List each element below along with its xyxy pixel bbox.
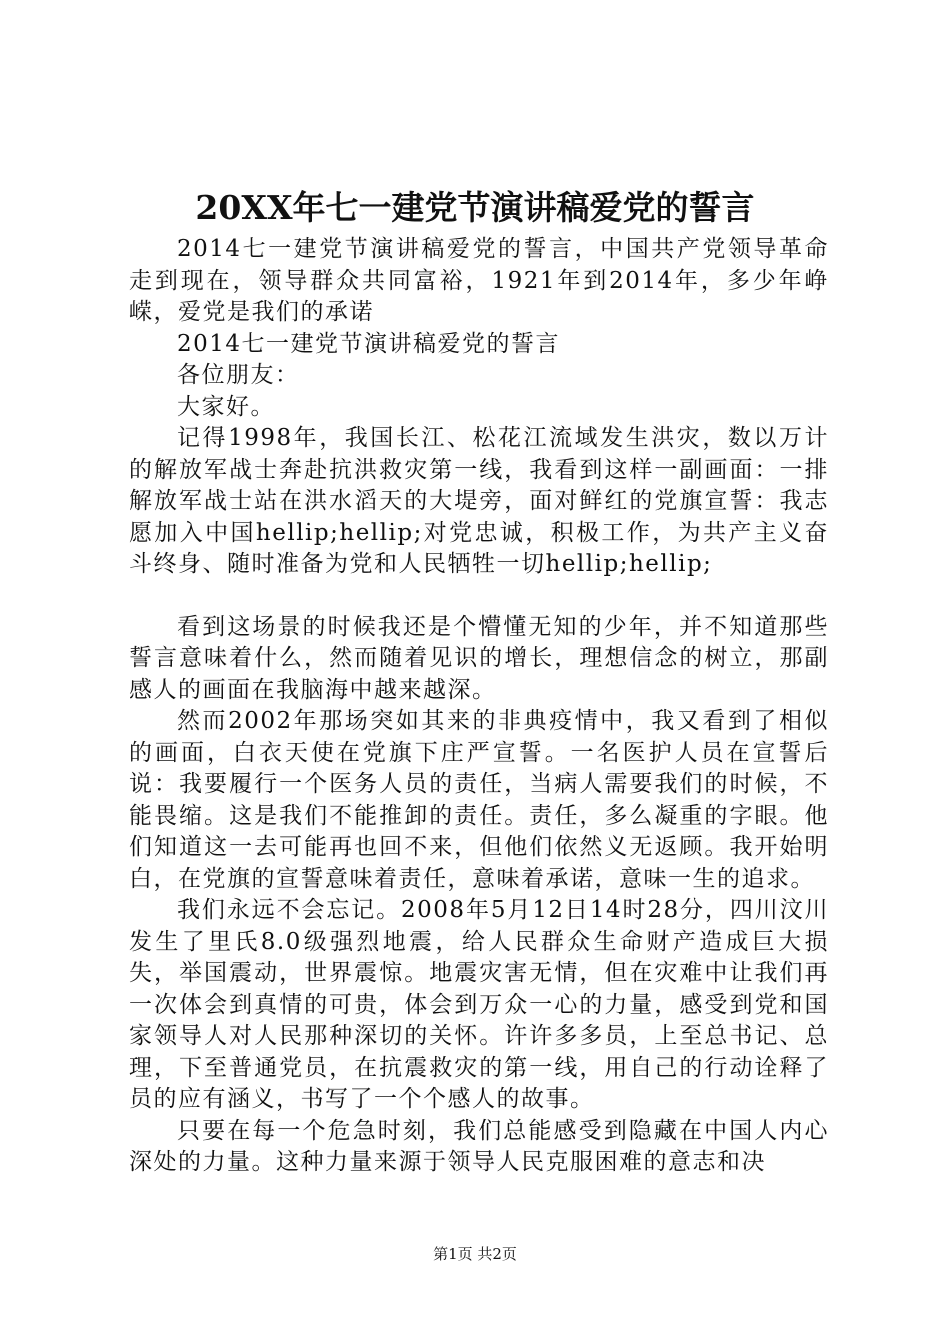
paragraph-greeting: 大家好。: [177, 393, 275, 420]
document-title: 20XX年七一建党节演讲稿爱党的誓言: [195, 188, 755, 227]
paragraph-salutation: 各位朋友：: [177, 362, 300, 388]
paragraph-childhood: 看到这场景的时候我还是个懵懂无知的少年，并不知道那些誓言意味着什么，然而随着见识的增长，理想信念的树立，那副感人的画面在我脑海中越来越深。: [129, 613, 829, 703]
page-indicator: 第1页 共2页: [433, 1245, 517, 1263]
paragraph-heading: 2014七一建党节演讲稿爱党的誓言: [177, 330, 561, 357]
paragraph-intro: 2014七一建党节演讲稿爱党的誓言，中国共产党领导革命走到现在，领导群众共同富裕，1921年到2014年，多少年峥嵘，爱党是我们的承诺: [129, 236, 829, 325]
paragraph-1998-flood: 记得1998年，我国长江、松花江流域发生洪灾，数以万计的解放军战士奔赴抗洪救灾第一线，我看到这样一副画面：一排解放军战士站在洪水滔天的大堤旁，面对鲜红的党旗宣誓：我志愿加入中国hellip;hellip;对党忠诚，积极工作，为共产主义奋斗终身、随时准备为党和人民牺牲一切hellip;hellip;: [129, 425, 829, 577]
paragraph-2002-sars: 然而2002年那场突如其来的非典疫情中，我又看到了相似的画面，白衣天使在党旗下庄严宣誓。一名医护人员在宣誓后说：我要履行一个医务人员的责任，当病人需要我们的时候，不能畏缩。这是我们不能推卸的责任。责任，多么凝重的字眼。他们知道这一去可能再也回不来，但他们依然义无返顾。我开始明白，在党旗的宣誓意味着责任，意味着承诺，意味一生的追求。: [129, 708, 829, 892]
paragraph-strength: 只要在每一个危急时刻，我们总能感受到隐藏在中国人内心深处的力量。这种力量来源于领导人民克服困难的意志和决: [129, 1117, 829, 1175]
paragraph-2008-earthquake: 我们永远不会忘记。2008年5月12日14时28分，四川汶川发生了里氏8.0级强烈地震，给人民群众生命财产造成巨大损失，举国震动，世界震惊。地震灾害无情，但在灾难中让我们再一次体会到真情的可贵，体会到万众一心的力量，感受到党和国家领导人对人民那种深切的关怀。许许多多员，上至总书记、总理，下至普通党员，在抗震救灾的第一线，用自己的行动诠释了员的应有涵义，书写了一个个感人的故事。: [129, 897, 829, 1112]
document-body: [129, 234, 829, 1179]
